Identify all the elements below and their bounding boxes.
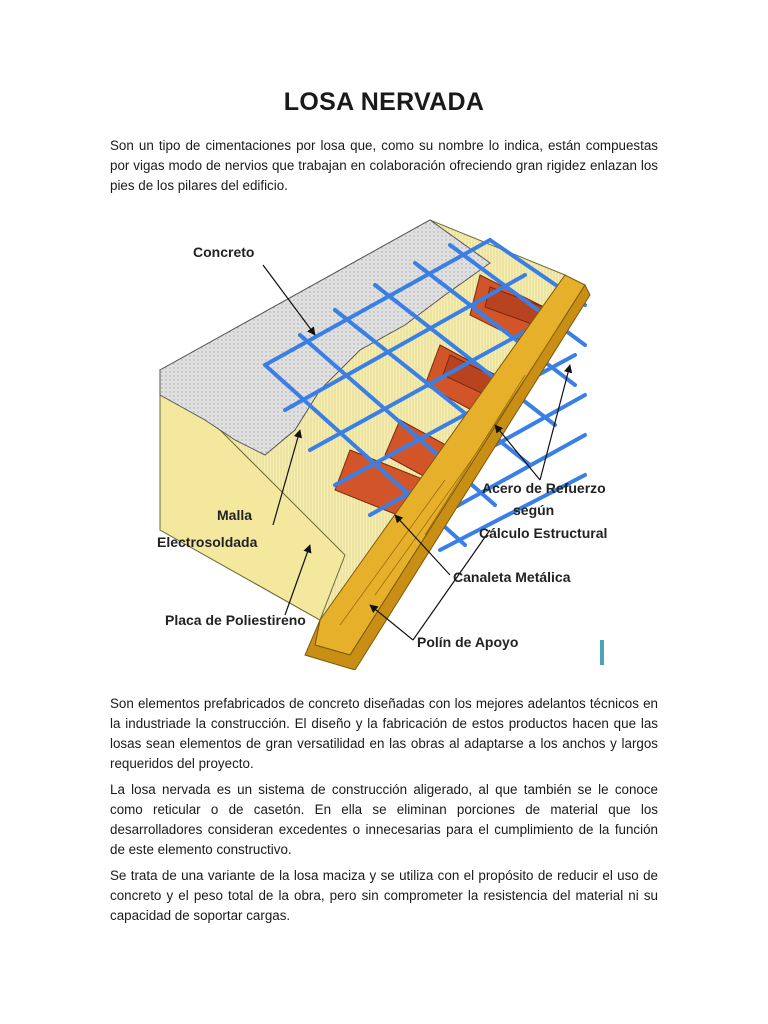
label-placa: Placa de Poliestireno	[165, 612, 306, 628]
label-polin: Polín de Apoyo	[417, 634, 519, 650]
label-calculo: Cálculo Estructural	[479, 525, 608, 541]
page-title: LOSA NERVADA	[283, 88, 485, 116]
label-segun: según	[513, 502, 555, 518]
corner-mark	[600, 640, 604, 665]
label-acero: Acero de Refuerzo	[482, 480, 606, 496]
label-electrosoldada: Electrosoldada	[157, 534, 258, 550]
paragraph-prefabricated: Son elementos prefabricados de concreto diseñadas con los mejores adelantos técnicos en la industriade la construcción. El diseño y la fabricación de estos productos hacen que las losas sean elementos de gran versatilidad en las obras al adaptarse a los anchos y largos requeridos del proyecto.	[110, 696, 658, 771]
slab-diagram-svg	[145, 215, 610, 670]
slab-diagram	[145, 215, 610, 670]
label-concreto: Concreto	[193, 244, 255, 260]
label-canaleta: Canaleta Metálica	[453, 569, 571, 585]
paragraph-system: La losa nervada es un sistema de construcción aligerado, al que también se le conoce como reticular o de casetón. En ella se eliminan porciones de material que los desarrolladores consideran excedentes o innecesarias para el cumplimiento de la función de este elemento constructivo.	[110, 782, 658, 857]
label-malla: Malla	[217, 507, 253, 523]
paragraph-intro: Son un tipo de cimentaciones por losa que, como su nombre lo indica, están compuestas por vigas modo de nervios que trabajan en colaboración ofreciendo gran rigidez enlazan los pies de los pilares del edificio.	[110, 138, 658, 193]
paragraph-variant: Se trata de una variante de la losa maciza y se utiliza con el propósito de reducir el uso de concreto y el peso total de la obra, pero sin comprometer la resistencia del material ni su capacidad de soportar cargas.	[110, 868, 658, 923]
